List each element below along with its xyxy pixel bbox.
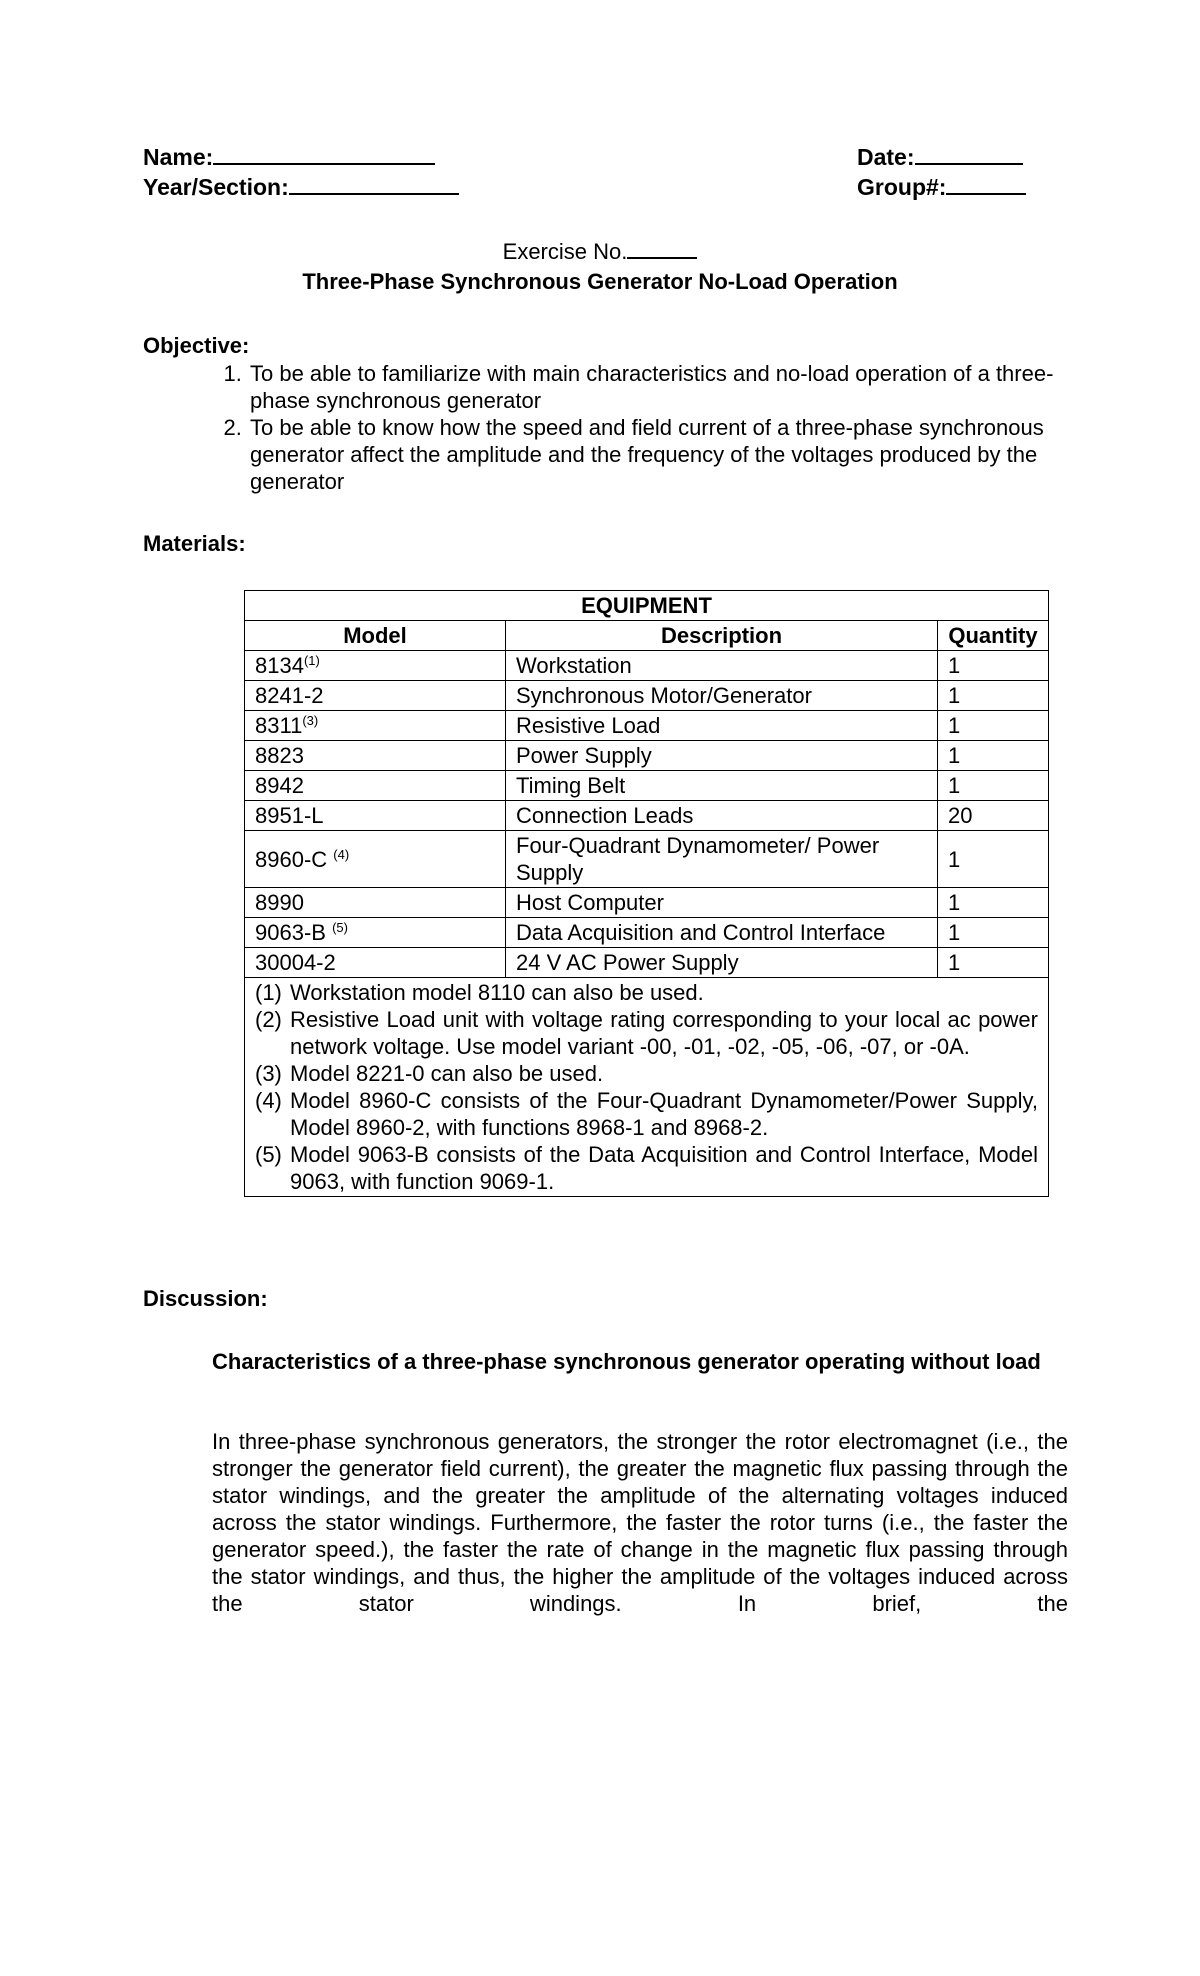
objective-item: 2. To be able to know how the speed and field current of a three-phase synchronous generator affect the amplitude and the frequency of the voltages produced by the generator — [248, 414, 1108, 495]
year-section-field[interactable] — [143, 173, 459, 201]
model-text: 8990 — [255, 890, 304, 915]
objective-list — [210, 360, 1108, 495]
footnote-marker: (5) — [332, 920, 348, 935]
note-number: (2) — [255, 1007, 282, 1032]
description-cell: Workstation — [506, 651, 938, 681]
table-note — [255, 979, 1038, 1006]
description-cell: Data Acquisition and Control Interface — [506, 918, 938, 948]
quantity-cell: 1 — [938, 888, 1049, 918]
name-blank[interactable] — [213, 143, 435, 165]
page-title: Three-Phase Synchronous Generator No-Load Operation — [302, 269, 898, 294]
note-text: Workstation model 8110 can also be used. — [290, 980, 704, 1005]
model-cell — [245, 831, 506, 888]
table-row — [245, 918, 1049, 948]
objective-heading: Objective: — [143, 333, 250, 358]
note-number: (3) — [255, 1061, 282, 1086]
note-text: Model 8221-0 can also be used. — [290, 1061, 604, 1086]
table-row — [245, 801, 1049, 831]
date-blank[interactable] — [915, 143, 1023, 165]
model-cell — [245, 681, 506, 711]
description-cell: Connection Leads — [506, 801, 938, 831]
description-cell: Host Computer — [506, 888, 938, 918]
quantity-cell: 1 — [938, 918, 1049, 948]
column-header-quantity: Quantity — [938, 621, 1049, 651]
group-blank[interactable] — [946, 173, 1026, 195]
table-row — [245, 831, 1049, 888]
model-cell — [245, 771, 506, 801]
model-text: 9063-B — [255, 920, 333, 945]
footnote-marker: (1) — [303, 653, 320, 668]
quantity-cell: 1 — [938, 711, 1049, 741]
table-row — [245, 741, 1049, 771]
exercise-number — [0, 237, 1200, 265]
note-text: Model 9063-B consists of the Data Acquisition and Control Interface, Model 9063, with function 9069-1. — [290, 1142, 1038, 1194]
table-row — [245, 651, 1049, 681]
model-cell — [245, 711, 506, 741]
table-row — [245, 711, 1049, 741]
footnote-marker: (3) — [302, 713, 319, 728]
group-label: Group#: — [857, 174, 947, 200]
model-cell — [245, 741, 506, 771]
quantity-cell: 1 — [938, 741, 1049, 771]
model-text: 8241-2 — [255, 683, 324, 708]
quantity-cell: 20 — [938, 801, 1049, 831]
column-header-model: Model — [245, 621, 506, 651]
model-text: 8942 — [255, 773, 304, 798]
quantity-cell: 1 — [938, 831, 1049, 888]
table-row — [245, 681, 1049, 711]
description-cell: 24 V AC Power Supply — [506, 948, 938, 978]
column-header-description: Description — [506, 621, 938, 651]
model-text: 8134 — [255, 653, 304, 678]
note-number: (4) — [255, 1088, 282, 1113]
model-cell — [245, 801, 506, 831]
table-row — [245, 771, 1049, 801]
date-field[interactable] — [857, 143, 1023, 171]
note-text: Model 8960-C consists of the Four-Quadrant Dynamometer/Power Supply, Model 8960-2, with functions 8968-1 and 8968-2. — [290, 1088, 1038, 1140]
table-title: EQUIPMENT — [245, 591, 1049, 621]
model-cell — [245, 651, 506, 681]
quantity-cell: 1 — [938, 948, 1049, 978]
quantity-cell: 1 — [938, 651, 1049, 681]
footnote-marker: (4) — [333, 846, 350, 862]
model-text: 8311 — [255, 713, 303, 738]
exercise-label: Exercise No. — [502, 239, 628, 264]
note-text: Resistive Load unit with voltage rating corresponding to your local ac power network voltage. Use model variant -00, -01, -02, -05, -06, -07, or -0A. — [290, 1007, 1038, 1059]
model-text: 30004-2 — [255, 950, 336, 975]
note-number: (1) — [255, 980, 282, 1005]
table-row — [245, 948, 1049, 978]
equipment-table — [244, 590, 1049, 1197]
model-cell — [245, 888, 506, 918]
table-note — [255, 1141, 1038, 1195]
description-cell: Four-Quadrant Dynamometer/ Power Supply — [506, 831, 938, 888]
model-cell — [245, 948, 506, 978]
description-cell: Resistive Load — [506, 711, 938, 741]
model-text: 8960-C — [255, 846, 334, 872]
name-label: Name: — [143, 144, 214, 170]
model-text: 8951-L — [255, 803, 324, 828]
discussion-paragraph: In three-phase synchronous generators, the stronger the rotor electromagnet (i.e., the stronger the generator field current), the greater the magnetic flux passing through the stator windings, and the greater the amplitude of the alternating voltages induced across the stator windings. Furthermore, the faster the rotor turns (i.e., the faster the generator speed.), the faster the rate of change in the magnetic flux passing through the stator windings, and thus, the higher the amplitude of the voltages induced across the stator windings. In brief, the — [212, 1429, 1068, 1616]
table-notes — [245, 978, 1049, 1197]
description-cell: Timing Belt — [506, 771, 938, 801]
discussion-subheading: Characteristics of a three-phase synchronous generator operating without load — [212, 1349, 1041, 1374]
quantity-cell: 1 — [938, 771, 1049, 801]
table-header-row — [245, 621, 1049, 651]
table-note — [255, 1087, 1038, 1141]
objective-item: 1. To be able to familiarize with main characteristics and no-load operation of a three-phase synchronous generator — [248, 360, 1108, 414]
table-note — [255, 1006, 1038, 1060]
table-note — [255, 1060, 1038, 1087]
date-label: Date: — [857, 144, 915, 170]
description-cell: Synchronous Motor/Generator — [506, 681, 938, 711]
description-cell: Power Supply — [506, 741, 938, 771]
year-section-blank[interactable] — [289, 173, 459, 195]
materials-heading: Materials: — [143, 531, 246, 556]
model-text: 8823 — [255, 743, 304, 768]
year-section-label: Year/Section: — [143, 174, 289, 200]
discussion-heading: Discussion: — [143, 1286, 268, 1311]
model-cell — [245, 918, 506, 948]
table-row — [245, 888, 1049, 918]
exercise-blank[interactable] — [627, 237, 697, 259]
quantity-cell: 1 — [938, 681, 1049, 711]
name-field[interactable] — [143, 143, 435, 171]
group-field[interactable] — [857, 173, 1026, 201]
note-number: (5) — [255, 1142, 282, 1167]
